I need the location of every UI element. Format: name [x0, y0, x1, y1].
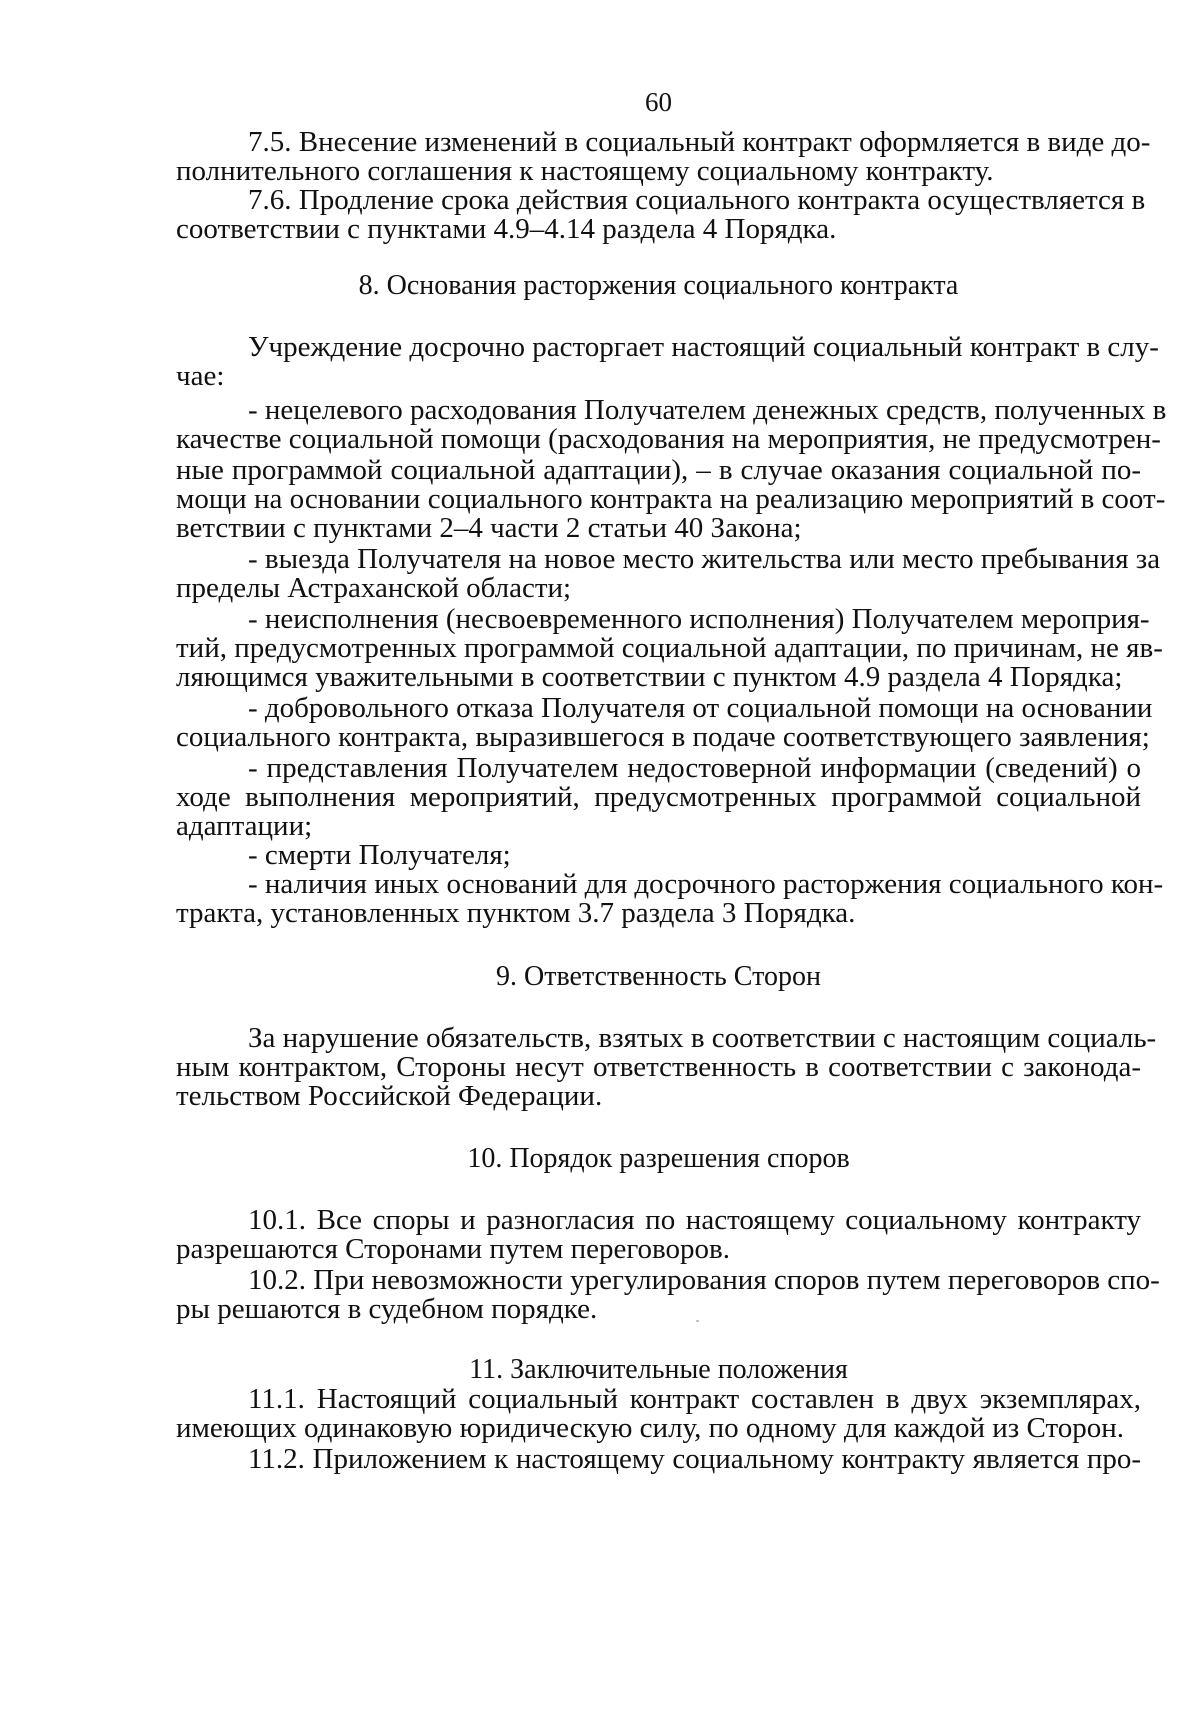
- text-line: ветствии с пунктами 2–4 части 2 статьи 40 Закона;: [176, 512, 802, 544]
- section-heading: 10. Порядок разрешения споров: [467, 1143, 850, 1174]
- section-heading: 11. Заключительные положения: [469, 1354, 848, 1385]
- text-line: ходе выполнения мероприятий, предусмотренных программой социальной: [176, 781, 1141, 813]
- text-line: 7.5. Внесение изменений в социальный контракт оформляется в виде до-: [248, 126, 1151, 158]
- text-line: - смерти Получателя;: [248, 839, 511, 871]
- text-line: социального контракта, выразившегося в подаче соответствующего заявления;: [176, 721, 1150, 753]
- text-line: ные программой социальной адаптации), – в случае оказания социальной по-: [176, 454, 1141, 486]
- text-line: пределы Астраханской области;: [176, 572, 572, 604]
- section-heading: 8. Основания расторжения социального контракта: [358, 270, 959, 301]
- text-line: - наличия иных оснований для досрочного расторжения социального кон-: [248, 868, 1164, 900]
- text-line: мощи на основании социального контракта на реализацию мероприятий в соот-: [176, 483, 1166, 515]
- text-line: тельством Российской Федерации.: [176, 1080, 603, 1112]
- text-line: - неисполнения (несвоевременного исполнения) Получателем мероприя-: [248, 603, 1150, 635]
- text-line: - представления Получателем недостоверной информации (сведений) о: [248, 752, 1141, 784]
- text-line: 10.1. Все споры и разногласия по настоящему социальному контракту: [248, 1204, 1141, 1236]
- text-line: тракта, установленных пунктом 3.7 раздела 3 Порядка.: [176, 897, 856, 929]
- text-line: тий, предусмотренных программой социальной адаптации, по причинам, не яв-: [176, 632, 1163, 664]
- page-number: 60: [645, 87, 672, 117]
- text-line: - выезда Получателя на новое место жительства или место пребывания за: [248, 543, 1161, 575]
- text-line: соответствии с пунктами 4.9–4.14 раздела 4 Порядка.: [176, 213, 837, 245]
- text-line: ным контрактом, Стороны несут ответственность в соответствии с законода-: [176, 1051, 1141, 1083]
- text-line: имеющих одинаковую юридическую силу, по одному для каждой из Сторон.: [176, 1412, 1125, 1444]
- text-line: разрешаются Сторонами путем переговоров.: [176, 1233, 730, 1265]
- text-line: чае:: [176, 360, 225, 392]
- text-line: 7.6. Продление срока действия социального контракта осуществляется в: [248, 184, 1146, 216]
- text-line: ры решаются в судебном порядке.: [176, 1293, 598, 1325]
- text-line: ляющимся уважительными в соответствии с пунктом 4.9 раздела 4 Порядка;: [176, 661, 1123, 693]
- text-line: полнительного соглашения к настоящему социальному контракту.: [176, 155, 994, 187]
- scan-speck: [696, 1320, 699, 1322]
- text-line: Учреждение досрочно расторгает настоящий социальный контракт в слу-: [248, 331, 1159, 363]
- text-line: - нецелевого расходования Получателем денежных средств, полученных в: [248, 394, 1167, 426]
- text-line: качестве социальной помощи (расходования на мероприятия, не предусмотрен-: [176, 423, 1161, 455]
- section-heading: 9. Ответственность Сторон: [496, 961, 821, 992]
- text-line: адаптации;: [176, 810, 313, 842]
- document-page: [176, 0, 1167, 1715]
- text-line: - добровольного отказа Получателя от социальной помощи на основании: [248, 692, 1153, 724]
- text-line: 10.2. При невозможности урегулирования споров путем переговоров спо-: [248, 1264, 1160, 1296]
- text-line: 11.1. Настоящий социальный контракт составлен в двух экземплярах,: [248, 1383, 1141, 1415]
- text-line: 11.2. Приложением к настоящему социальному контракту является про-: [248, 1443, 1141, 1475]
- text-line: За нарушение обязательств, взятых в соответствии с настоящим социаль-: [248, 1022, 1157, 1054]
